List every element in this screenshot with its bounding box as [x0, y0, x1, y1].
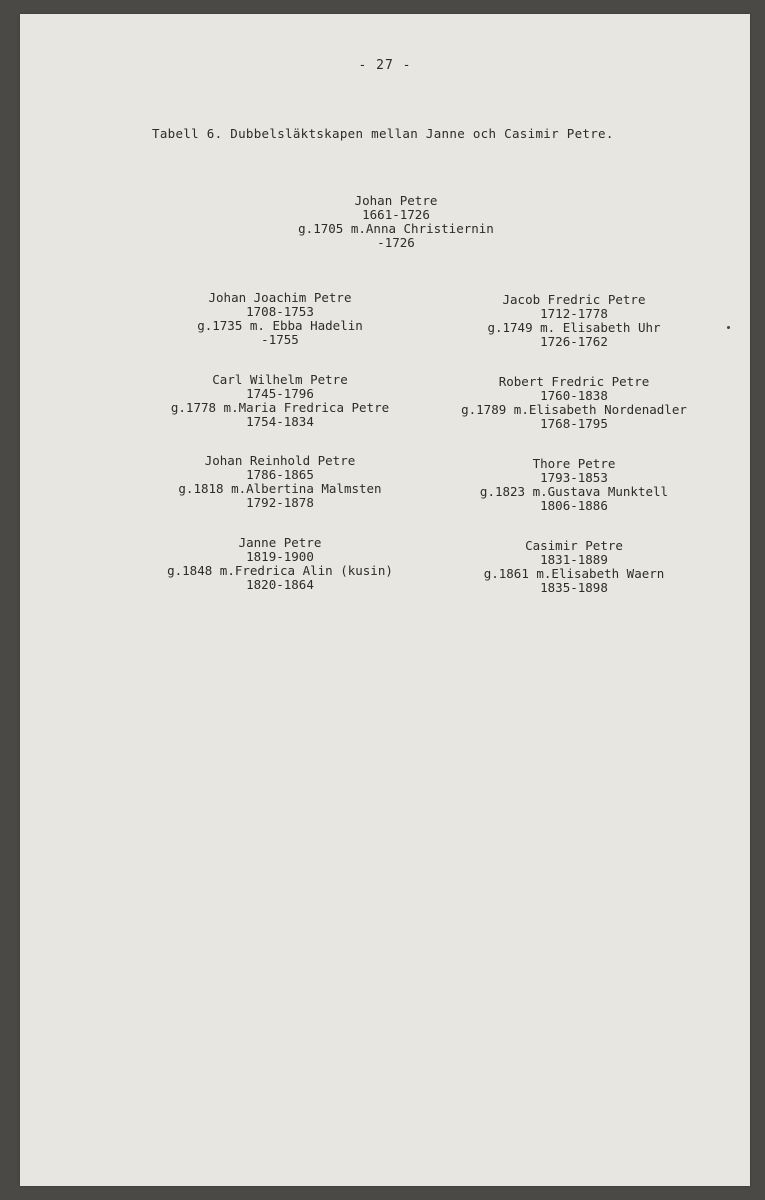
spouse-dates: 1806-1886	[540, 498, 608, 513]
marriage-info: g.1861 m.Elisabeth Waern	[483, 566, 665, 581]
person-name: Johan Petre	[354, 193, 438, 208]
page-number: - 27 -	[358, 58, 412, 73]
person-name: Robert Fredric Petre	[498, 374, 650, 389]
spouse-dates: -1726	[377, 235, 415, 250]
person-name: Carl Wilhelm Petre	[212, 372, 348, 387]
marriage-info: g.1823 m.Gustava Munktell	[479, 484, 669, 499]
marriage-info: g.1735 m. Ebba Hadelin	[197, 318, 363, 333]
person-name: Johan Joachim Petre	[208, 290, 352, 305]
spouse-dates: 1754-1834	[246, 414, 314, 429]
table-caption: Tabell 6. Dubbelsläktskapen mellan Janne och Casimir Petre.	[152, 126, 614, 141]
person-name: Thore Petre	[532, 456, 616, 471]
marriage-info: g.1789 m.Elisabeth Nordenadler	[461, 402, 687, 417]
marriage-info: g.1848 m.Fredrica Alin (kusin)	[167, 563, 393, 578]
person-dates: 1831-1889	[540, 552, 608, 567]
marriage-info: g.1749 m. Elisabeth Uhr	[487, 320, 661, 335]
person-dates: 1793-1853	[540, 470, 608, 485]
right-generation-1	[414, 293, 734, 349]
left-generation-3	[120, 454, 440, 510]
spouse-dates: -1755	[261, 332, 299, 347]
person-dates: 1661-1726	[362, 207, 430, 222]
left-generation-2	[120, 373, 440, 429]
right-generation-4	[414, 539, 734, 595]
left-generation-1	[120, 291, 440, 347]
person-dates: 1760-1838	[540, 388, 608, 403]
spouse-dates: 1835-1898	[540, 580, 608, 595]
marriage-info: g.1705 m.Anna Christiernin	[298, 221, 494, 236]
spouse-dates: 1768-1795	[540, 416, 608, 431]
person-name: Johan Reinhold Petre	[204, 453, 356, 468]
ink-speck	[727, 326, 730, 329]
person-dates: 1786-1865	[246, 467, 314, 482]
person-dates: 1708-1753	[246, 304, 314, 319]
person-dates: 1745-1796	[246, 386, 314, 401]
root-ancestor	[246, 194, 546, 250]
marriage-info: g.1818 m.Albertina Malmsten	[178, 481, 382, 496]
left-generation-4	[120, 536, 440, 592]
person-dates: 1819-1900	[246, 549, 314, 564]
person-name: Janne Petre	[238, 535, 322, 550]
right-generation-3	[414, 457, 734, 513]
person-dates: 1712-1778	[540, 306, 608, 321]
person-name: Jacob Fredric Petre	[502, 292, 646, 307]
person-name: Casimir Petre	[525, 538, 623, 553]
right-generation-2	[414, 375, 734, 431]
document-page	[20, 14, 750, 1186]
marriage-info: g.1778 m.Maria Fredrica Petre	[170, 400, 390, 415]
spouse-dates: 1820-1864	[246, 577, 314, 592]
spouse-dates: 1726-1762	[540, 334, 608, 349]
spouse-dates: 1792-1878	[246, 495, 314, 510]
